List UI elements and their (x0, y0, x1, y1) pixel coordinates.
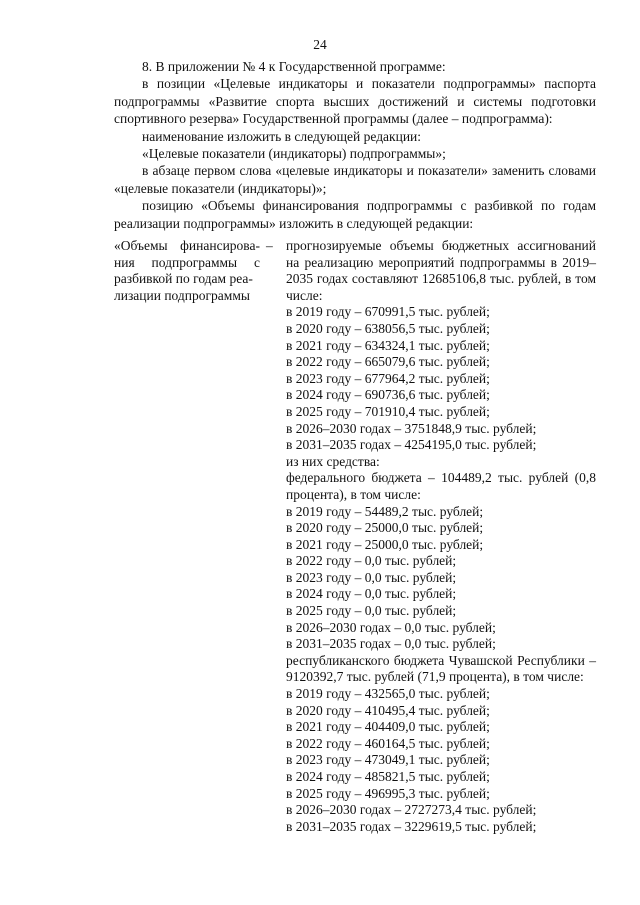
list-item: в 2020 году – 638056,5 тыс. рублей; (286, 320, 490, 336)
list-item: в 2031–2035 годах – 0,0 тыс. рублей; (286, 636, 496, 652)
table-right-cell (286, 238, 596, 835)
left-cell-line (114, 238, 260, 255)
list-item: в 2020 году – 25000,0 тыс. рублей; (286, 520, 484, 536)
table-dash: – (266, 238, 273, 253)
list-item: в 2031–2035 годах – 4254195,0 тыс. рублей; (286, 437, 537, 453)
federal-funding-text: федерального бюджета – 104489,2 тыс. рублей (0,8 процента), в том числе: (286, 470, 596, 502)
list-item: в 2019 году – 54489,2 тыс. рублей; (286, 503, 484, 519)
list-item: в 2025 году – 496995,3 тыс. рублей; (286, 785, 490, 801)
list-item: в 2022 году – 0,0 тыс. рублей; (286, 553, 457, 569)
intro-paragraph-6: позицию «Объемы финансирования подпрограммы с разбивкой по годам реализации подпрограммы» изложить в следующей редакции: (114, 198, 596, 231)
sources-label: из них средства: (286, 453, 380, 469)
table-left-cell (114, 238, 260, 304)
list-item: в 2021 году – 25000,0 тыс. рублей; (286, 536, 484, 552)
total-funding-text: прогнозируемые объемы бюджетных ассигнований на реализацию мероприятий подпрограммы в 2019–2035 годах составляют 12685106,8 тыс. рублей, в том числе: (286, 238, 596, 303)
list-item: в 2023 году – 0,0 тыс. рублей; (286, 569, 457, 585)
left-cell-word: разбивкой по годам реа- (114, 271, 253, 287)
left-cell-line (114, 288, 260, 305)
list-item: в 2025 году – 701910,4 тыс. рублей; (286, 403, 490, 419)
list-item: в 2026–2030 годах – 0,0 тыс. рублей; (286, 619, 496, 635)
left-cell-word: финансирова- (180, 238, 260, 253)
left-cell-word: ния (114, 254, 135, 270)
intro-paragraph-1: 8. В приложении № 4 к Государственной программе: (142, 59, 446, 74)
total-years-list (286, 304, 596, 453)
intro-paragraph-4: «Целевые показатели (индикаторы) подпрограммы»; (142, 146, 446, 162)
list-item: в 2021 году – 404409,0 тыс. рублей; (286, 719, 490, 735)
left-cell-word: лизации подпрограммы (114, 287, 250, 303)
left-cell-line (114, 255, 260, 272)
list-item: в 2025 году – 0,0 тыс. рублей; (286, 603, 457, 619)
republic-years-list (286, 686, 596, 835)
list-item: в 2023 году – 677964,2 тыс. рублей; (286, 370, 490, 386)
list-item: в 2024 году – 690736,6 тыс. рублей; (286, 387, 490, 403)
intro-paragraph-2: в позиции «Целевые индикаторы и показатели подпрограммы» паспорта подпрограммы «Развитие спорта высших достижений и системы подготовки спортивного резерва» Государственной программы (далее – подпрограмма): (114, 76, 596, 127)
left-cell-word: «Объемы (114, 238, 168, 253)
left-cell-line (114, 271, 260, 288)
intro-paragraph-5: в абзаце первом слова «целевые индикаторы и показатели» заменить словами «целевые показатели (индикаторы)»; (114, 163, 596, 196)
list-item: в 2022 году – 460164,5 тыс. рублей; (286, 735, 490, 751)
intro-paragraph-3: наименование изложить в следующей редакции: (142, 128, 422, 144)
left-cell-word: подпрограммы (151, 254, 238, 270)
list-item: в 2019 году – 432565,0 тыс. рублей; (286, 686, 490, 702)
list-item: в 2020 году – 410495,4 тыс. рублей; (286, 702, 490, 718)
list-item: в 2019 году – 670991,5 тыс. рублей; (286, 304, 490, 320)
list-item: в 2022 году – 665079,6 тыс. рублей; (286, 354, 490, 370)
list-item: в 2023 году – 473049,1 тыс. рублей; (286, 752, 490, 768)
list-item: в 2024 году – 0,0 тыс. рублей; (286, 586, 457, 602)
page-number: 24 (313, 37, 327, 52)
left-cell-word: с (253, 254, 260, 270)
list-item: в 2031–2035 годах – 3229619,5 тыс. рублей; (286, 818, 537, 834)
intro-text (114, 58, 596, 232)
list-item: в 2021 году – 634324,1 тыс. рублей; (286, 337, 490, 353)
list-item: в 2024 году – 485821,5 тыс. рублей; (286, 769, 490, 784)
republic-funding-text: республиканского бюджета Чувашской Республики – 9120392,7 тыс. рублей (71,9 процента), в том числе: (286, 652, 596, 685)
list-item: в 2026–2030 годах – 3751848,9 тыс. рублей; (286, 420, 537, 436)
federal-years-list (286, 504, 596, 653)
list-item: в 2026–2030 годах – 2727273,4 тыс. рублей; (286, 802, 537, 818)
